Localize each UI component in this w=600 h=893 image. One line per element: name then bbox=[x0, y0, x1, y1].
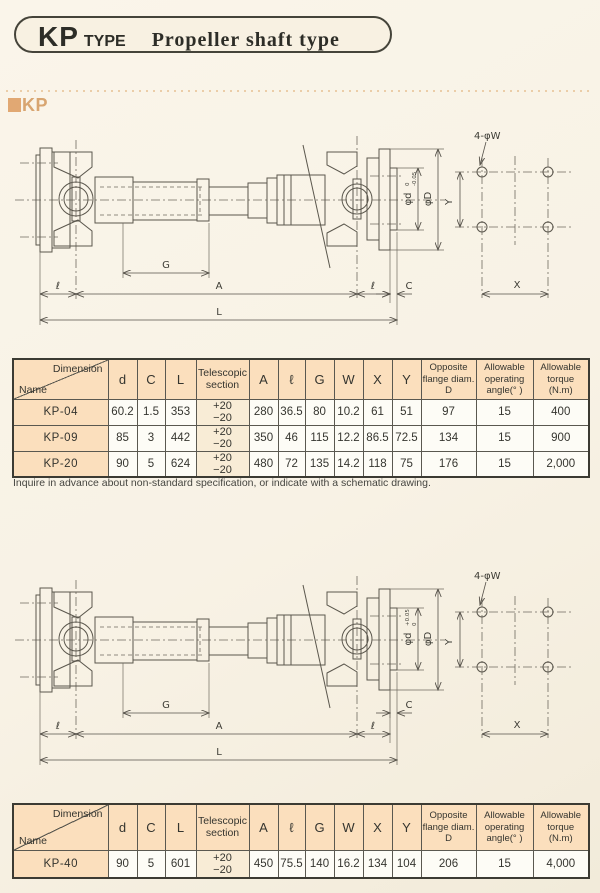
corner-cell: Dimension Name bbox=[13, 804, 108, 850]
table-header-row bbox=[13, 804, 589, 850]
cell-g: 80 bbox=[305, 399, 334, 425]
col-header-l: L bbox=[165, 359, 196, 399]
table-row-kp04 bbox=[13, 399, 589, 425]
cell-g: 135 bbox=[305, 451, 334, 477]
col-header-w: W bbox=[334, 804, 363, 850]
cell-g: 140 bbox=[305, 850, 334, 878]
cell-w: 14.2 bbox=[334, 451, 363, 477]
cell-c: 5 bbox=[137, 451, 165, 477]
square-bullet-icon bbox=[8, 98, 21, 112]
col-header-flange: Opposite flange diam. D bbox=[421, 359, 476, 399]
cell-l: 353 bbox=[165, 399, 196, 425]
phi-d-tolerance-upper: 0 bbox=[405, 182, 411, 186]
section-heading-label: KP bbox=[22, 94, 49, 115]
cell-y: 72.5 bbox=[392, 425, 421, 451]
cell-telescopic: +20 −20 bbox=[196, 399, 249, 425]
page-title bbox=[14, 16, 392, 53]
cell-x: 86.5 bbox=[363, 425, 392, 451]
cell-flange: 206 bbox=[421, 850, 476, 878]
col-header-a: A bbox=[249, 804, 278, 850]
cell-l: 624 bbox=[165, 451, 196, 477]
cell-name: KP-40 bbox=[13, 850, 108, 878]
col-header-angle: Allowable operating angle(° ) bbox=[476, 804, 533, 850]
cell-a: 480 bbox=[249, 451, 278, 477]
cell-name: KP-04 bbox=[13, 399, 108, 425]
cell-ell: 46 bbox=[278, 425, 305, 451]
phi-d-tolerance-lower: 0 bbox=[412, 622, 418, 626]
cell-telescopic: +20 −20 bbox=[196, 425, 249, 451]
col-header-g: G bbox=[305, 804, 334, 850]
table-row-kp09 bbox=[13, 425, 589, 451]
dim-label-phi-d: φd bbox=[403, 632, 414, 646]
col-header-y: Y bbox=[392, 359, 421, 399]
footnote: Inquire in advance about non-standard specification, or indicate with a schematic drawing. bbox=[13, 477, 431, 489]
cell-x: 134 bbox=[363, 850, 392, 878]
col-header-torque: Allowable torque (N.m) bbox=[533, 804, 589, 850]
col-header-l: L bbox=[165, 804, 196, 850]
c-dimension-2 bbox=[376, 690, 413, 718]
cell-d: 60.2 bbox=[108, 399, 137, 425]
cell-angle: 15 bbox=[476, 451, 533, 477]
cell-a: 280 bbox=[249, 399, 278, 425]
col-header-ell: ℓ bbox=[278, 804, 305, 850]
type-word: TYPE bbox=[83, 33, 126, 50]
col-header-d: d bbox=[108, 359, 137, 399]
model-code: KP bbox=[38, 21, 79, 52]
phi-d-tolerance-upper: +0.05 bbox=[405, 609, 411, 626]
table-row-kp20 bbox=[13, 451, 589, 477]
cell-name: KP-09 bbox=[13, 425, 108, 451]
col-header-torque: Allowable torque (N.m) bbox=[533, 359, 589, 399]
table-header-row bbox=[13, 359, 589, 399]
cell-torque: 900 bbox=[533, 425, 589, 451]
col-header-ell: ℓ bbox=[278, 359, 305, 399]
cell-torque: 2,000 bbox=[533, 451, 589, 477]
col-header-c: C bbox=[137, 359, 165, 399]
cell-w: 10.2 bbox=[334, 399, 363, 425]
col-header-telescopic: Telescopic section bbox=[196, 804, 249, 850]
cell-telescopic: +20 −20 bbox=[196, 850, 249, 878]
col-header-telescopic: Telescopic section bbox=[196, 359, 249, 399]
cell-angle: 15 bbox=[476, 425, 533, 451]
cell-d: 85 bbox=[108, 425, 137, 451]
phi-d-label-2 bbox=[403, 609, 418, 646]
col-header-d: d bbox=[108, 804, 137, 850]
section-heading bbox=[8, 94, 49, 115]
col-header-w: W bbox=[334, 359, 363, 399]
shaft-drawing-1 bbox=[0, 128, 600, 328]
col-header-c: C bbox=[137, 804, 165, 850]
cell-flange: 134 bbox=[421, 425, 476, 451]
cell-w: 16.2 bbox=[334, 850, 363, 878]
cell-angle: 15 bbox=[476, 399, 533, 425]
cell-torque: 400 bbox=[533, 399, 589, 425]
phi-d-label-1 bbox=[403, 171, 418, 205]
cell-ell: 36.5 bbox=[278, 399, 305, 425]
cell-c: 1.5 bbox=[137, 399, 165, 425]
col-header-angle: Allowable operating angle(° ) bbox=[476, 359, 533, 399]
cell-c: 3 bbox=[137, 425, 165, 451]
cell-name: KP-20 bbox=[13, 451, 108, 477]
col-header-x: X bbox=[363, 804, 392, 850]
c-dimension-1 bbox=[376, 281, 413, 294]
page-subtitle: Propeller shaft type bbox=[151, 29, 340, 51]
cell-a: 350 bbox=[249, 425, 278, 451]
cell-ell: 75.5 bbox=[278, 850, 305, 878]
cell-d: 90 bbox=[108, 850, 137, 878]
cell-x: 61 bbox=[363, 399, 392, 425]
cell-l: 601 bbox=[165, 850, 196, 878]
dotted-divider bbox=[6, 90, 594, 92]
dim-label-c: C bbox=[405, 700, 413, 711]
cell-y: 104 bbox=[392, 850, 421, 878]
cell-flange: 176 bbox=[421, 451, 476, 477]
col-header-x: X bbox=[363, 359, 392, 399]
cell-l: 442 bbox=[165, 425, 196, 451]
cell-ell: 72 bbox=[278, 451, 305, 477]
cell-torque: 4,000 bbox=[533, 850, 589, 878]
cell-y: 51 bbox=[392, 399, 421, 425]
cell-d: 90 bbox=[108, 451, 137, 477]
col-header-y: Y bbox=[392, 804, 421, 850]
cell-a: 450 bbox=[249, 850, 278, 878]
shaft-drawing-2 bbox=[0, 568, 600, 768]
corner-cell: Dimension Name bbox=[13, 359, 108, 399]
cell-c: 5 bbox=[137, 850, 165, 878]
col-header-flange: Opposite flange diam. D bbox=[421, 804, 476, 850]
dim-label-phi-d: φd bbox=[403, 192, 414, 206]
cell-g: 115 bbox=[305, 425, 334, 451]
col-header-a: A bbox=[249, 359, 278, 399]
cell-telescopic: +20 −20 bbox=[196, 451, 249, 477]
spec-table-kp bbox=[12, 358, 590, 478]
cell-x: 118 bbox=[363, 451, 392, 477]
col-header-g: G bbox=[305, 359, 334, 399]
cell-flange: 97 bbox=[421, 399, 476, 425]
cell-angle: 15 bbox=[476, 850, 533, 878]
spec-table-kp40 bbox=[12, 803, 590, 879]
table-row-kp40 bbox=[13, 850, 589, 878]
dim-label-c: C bbox=[405, 281, 413, 292]
phi-d-tolerance-lower: -0.05 bbox=[412, 171, 418, 186]
cell-w: 12.2 bbox=[334, 425, 363, 451]
cell-y: 75 bbox=[392, 451, 421, 477]
